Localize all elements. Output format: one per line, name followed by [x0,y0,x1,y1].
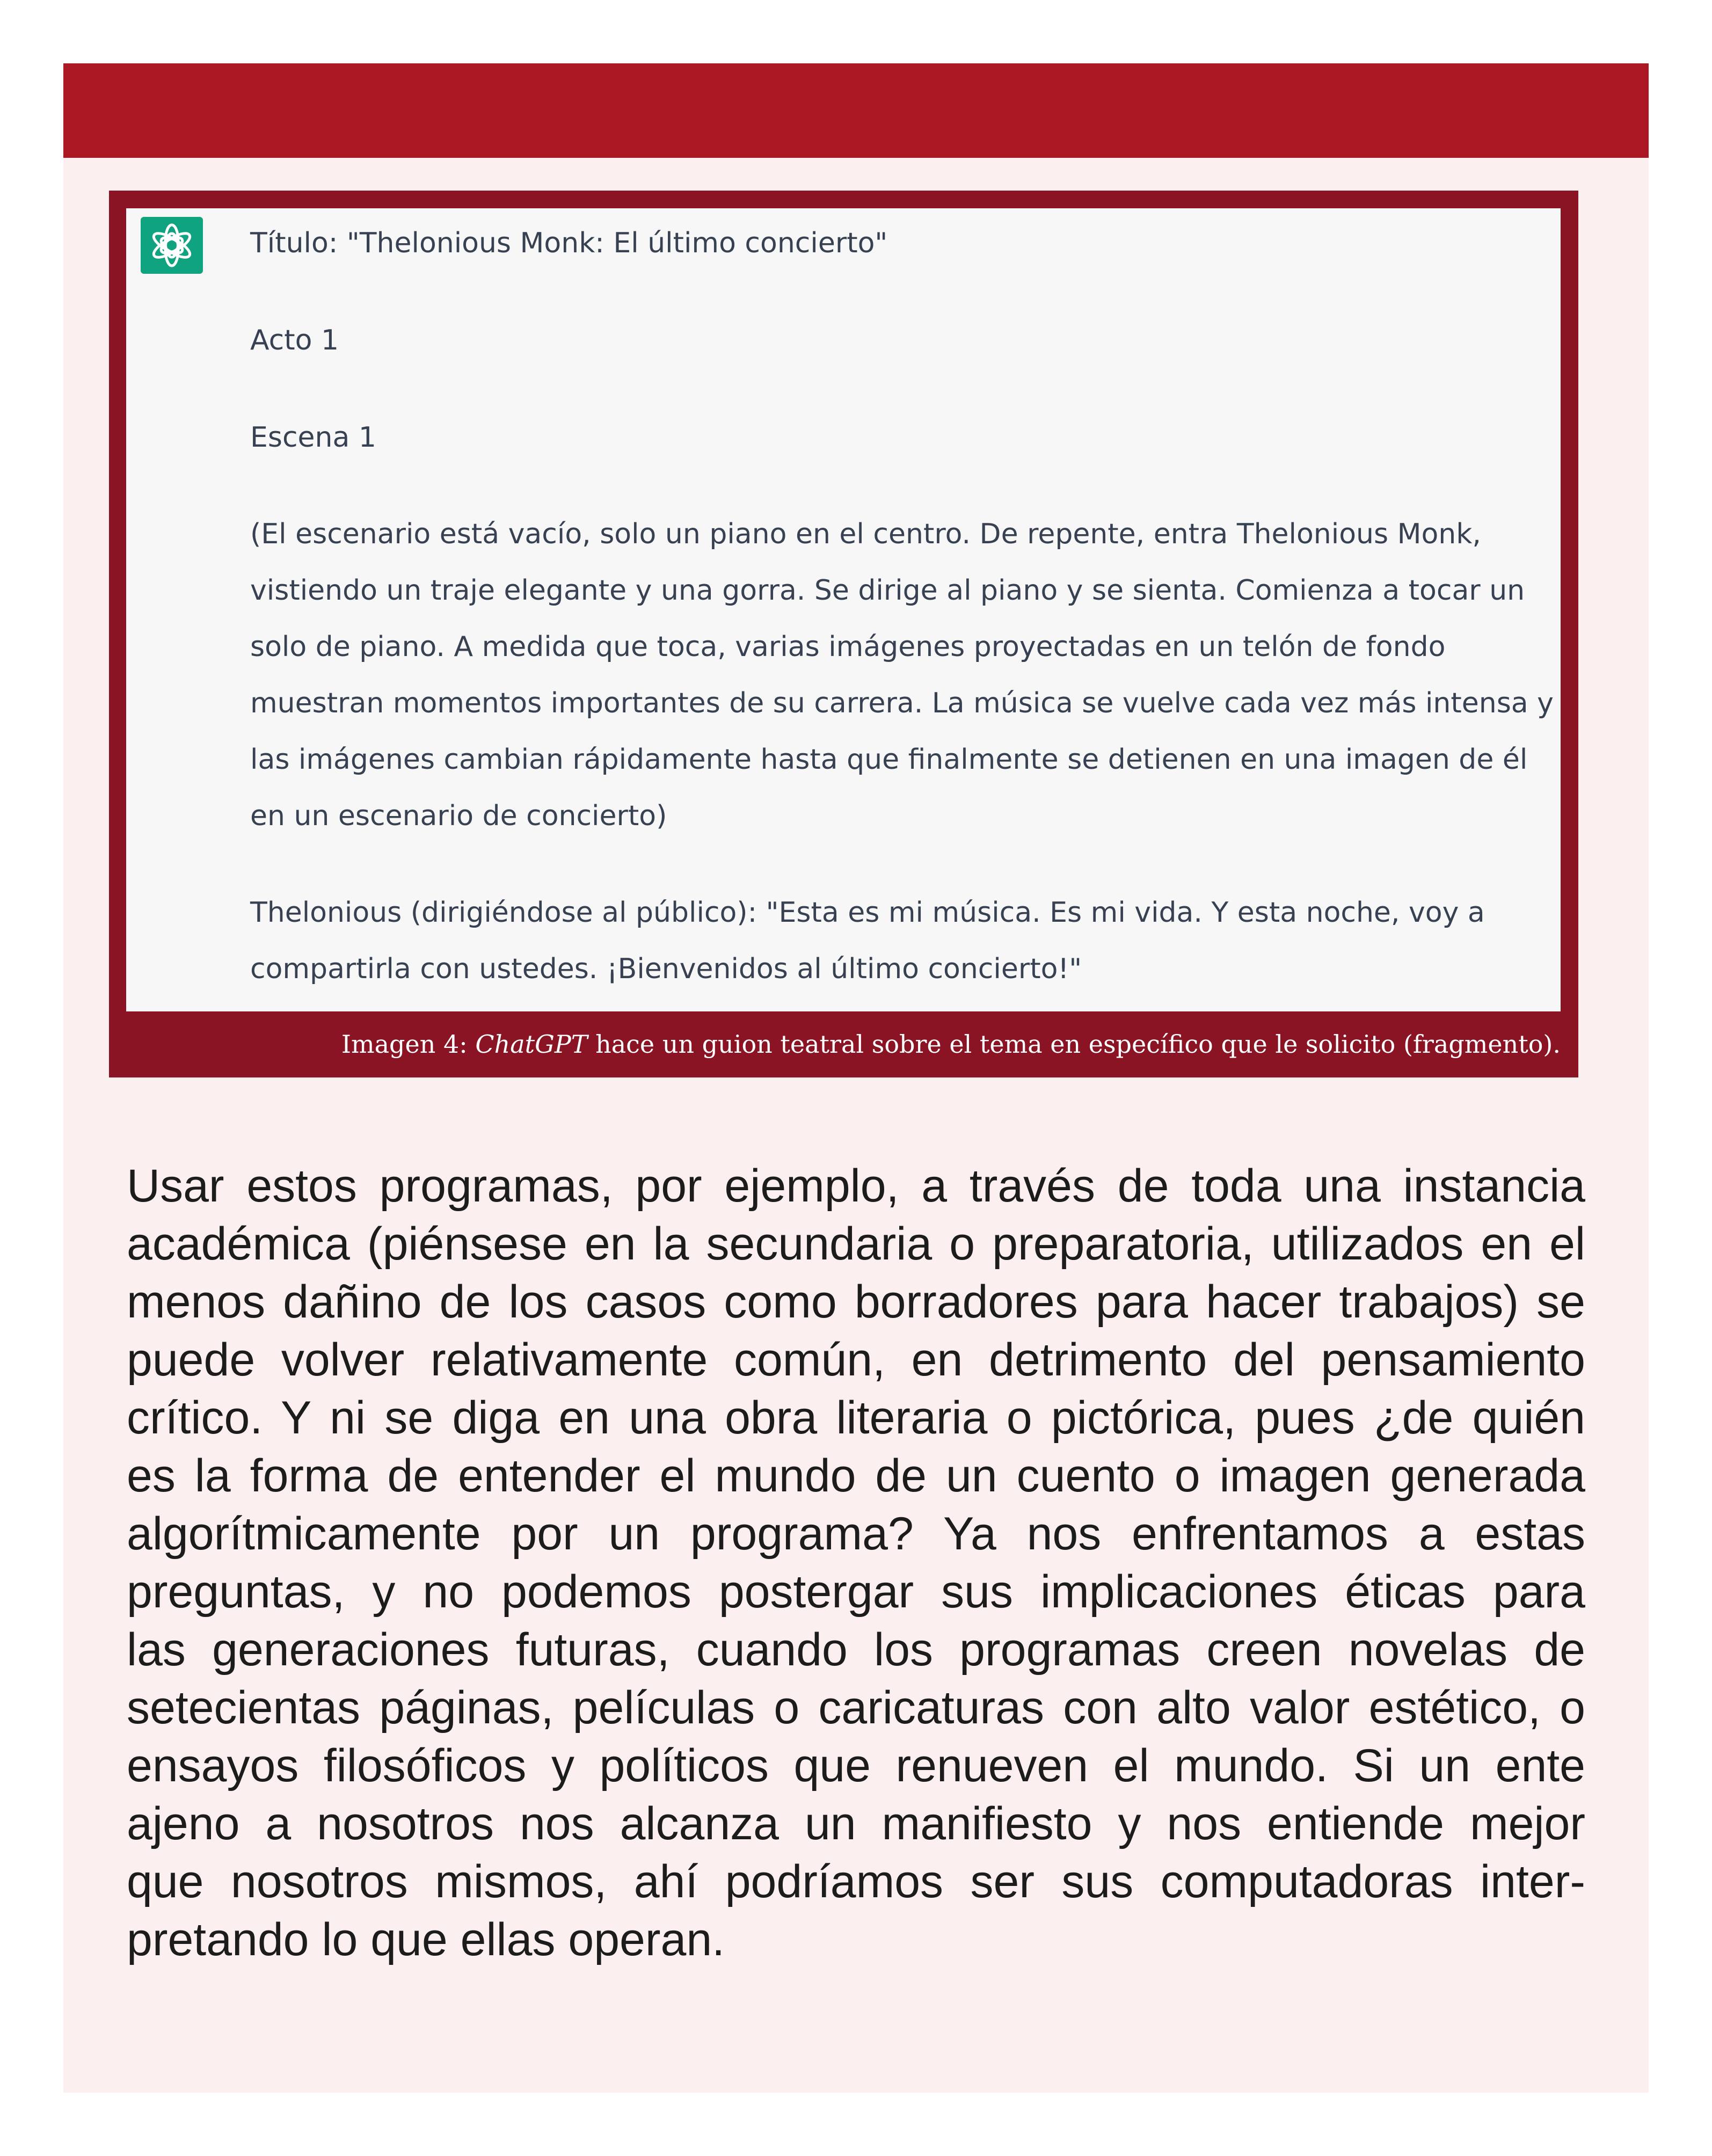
body-line: ajeno a nosotros nos alcanza un manifiesto y nos entiende mejor [127,1798,1585,1849]
body-line: las generaciones futuras, cuando los programas creen novelas de [127,1624,1585,1676]
body-line: puede volver relativamente común, en detrimento del pensamiento [127,1334,1585,1386]
script-scene: Escena 1 [250,421,376,454]
dialogue [250,885,1549,997]
caption-emphasis: ChatGPT [475,1030,588,1059]
body-paragraph [127,1157,1585,1969]
body-line: menos dañino de los casos como borradores para hacer trabajos) se [127,1276,1585,1328]
stage-direction-line: las imágenes cambian rápidamente hasta que finalmente se detienen en una imagen de él [250,744,1528,776]
body-line: es la forma de entender el mundo de un cuento o imagen generada [127,1450,1585,1502]
body-line: setecientas páginas, películas o caricaturas con alto valor estético, o [127,1682,1585,1733]
body-line: Usar estos programas, por ejemplo, a través de toda una instancia [127,1160,1585,1212]
dialogue-line: compartirla con ustedes. ¡Bienvenidos al último concierto!" [250,953,1082,985]
body-line: que nosotros mismos, ahí podríamos ser sus computadoras inter- [127,1856,1585,1907]
body-line: ensayos filosóficos y políticos que renueven el mundo. Si un ente [127,1740,1585,1791]
body-line: académica (piénsese en la secundaria o preparatoria, utilizados en el [127,1218,1585,1270]
script-act: Acto 1 [250,324,339,356]
chatgpt-logo-svg [141,217,203,274]
stage-direction [250,506,1554,844]
stage-direction-line: solo de piano. A medida que toca, varias imágenes proyectadas en un telón de fondo [250,631,1446,663]
dialogue-line: Thelonious (dirigiéndose al público): "Esta es mi música. Es mi vida. Y esta noche, voy a [250,897,1485,929]
body-line: crítico. Y ni se diga en una obra literaria o pictórica, pues ¿de quién [127,1392,1585,1444]
stage-direction-line: en un escenario de concierto) [250,800,667,832]
script-title: Título: "Thelonious Monk: El último concierto" [250,227,888,259]
header-band [63,63,1649,158]
figure-caption [126,1011,1561,1077]
chatgpt-logo-icon [141,217,203,274]
body-line: preguntas, y no podemos postergar sus implicaciones éticas para [127,1566,1585,1618]
caption-suffix: hace un guion teatral sobre el tema en específico que le solicito (fragmento). [587,1030,1561,1059]
body-line: algorítmicamente por un programa? Ya nos enfrentamos a estas [127,1508,1585,1560]
body-line: pretando lo que ellas operan. [127,1914,725,1965]
chat-response [250,215,1554,997]
stage-direction-line: (El escenario está vacío, solo un piano en el centro. De repente, entra Thelonious Monk, [250,518,1481,550]
stage-direction-line: vistiendo un traje elegante y una gorra. Se dirige al piano y se sienta. Comienza a tocar un [250,574,1525,607]
caption-prefix: Imagen 4: [341,1030,476,1059]
stage-direction-line: muestran momentos importantes de su carrera. La música se vuelve cada vez más intensa y [250,687,1554,719]
